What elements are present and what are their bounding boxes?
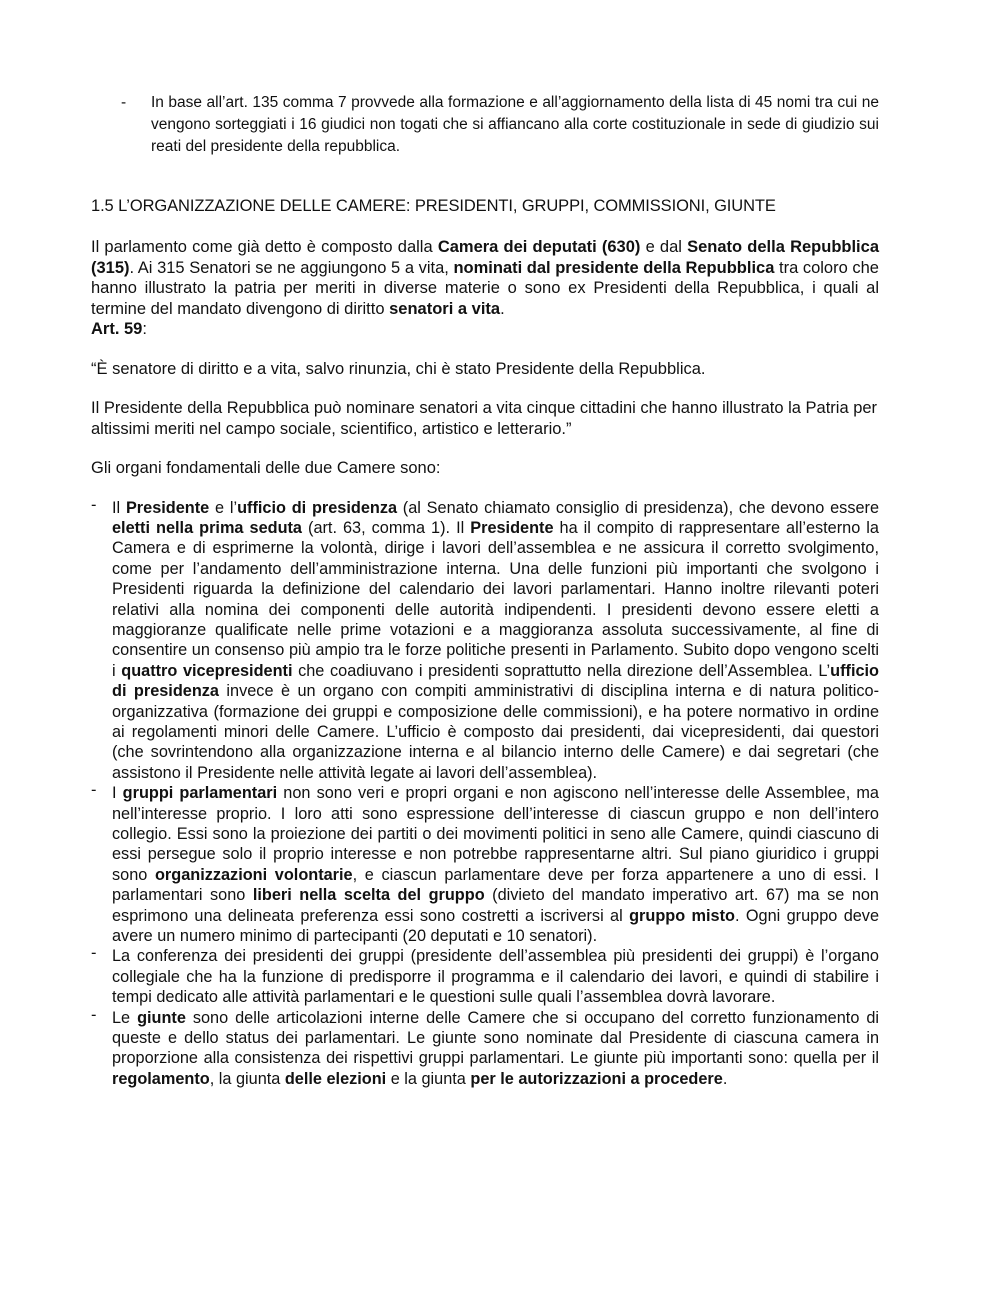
list-item-text: In base all’art. 135 comma 7 provvede alla formazione e all’aggiornamento della lista di 45 nomi tra cui ne vengono sorteggiati i 16 giudici non togati che si affiancano alla corte costituzionale in sede di giudizio sui reati del presidente della repubblica.: [151, 94, 879, 155]
text-run: che coadiuvano i presidenti soprattutto nella direzione dell’Assemblea. L’: [292, 661, 831, 680]
intro-paragraph: [91, 237, 879, 319]
text-run: e la giunta: [386, 1069, 471, 1088]
bold-run: Presidente: [125, 498, 210, 517]
list-item-giunte: [91, 1005, 879, 1090]
bold-run: giunte: [137, 1008, 186, 1027]
list-item-art-135: [91, 92, 879, 158]
text-run: tra coloro che hanno illustrato la patria per meriti in diverse materie o sono ex Presidenti della Repubblica, i quali al termine del mandato divengono di diritto: [91, 258, 879, 318]
list-dash: -: [91, 1005, 97, 1024]
list-dash: -: [121, 94, 127, 111]
list-dash: -: [91, 781, 97, 800]
text-run: I: [112, 784, 123, 803]
text-run: (divieto del mandato imperativo art. 67) ma se non esprimono una delineata preferenza essi sono costretti a iscriversi al: [112, 886, 879, 925]
bold-run: organizzazioni volontarie: [154, 865, 353, 884]
text-run: e l’: [209, 498, 238, 517]
bold-run: ufficio di presidenza: [112, 661, 880, 701]
bold-run: liberi nella scelta del gruppo: [252, 886, 485, 905]
bold-run: Art. 59: [91, 320, 143, 338]
list-dash: -: [91, 495, 97, 514]
bold-run: ufficio di presidenza: [237, 498, 398, 517]
text-run: ha il compito di rappresentare all’esterno la Camera e di esprimerne la volontà, dirige i lavori dell’assemblea e ne assicura il corretto svolgimento, come per l’andamento dell’amministrazione interna. Una delle funzioni più importanti che svolgono i Presidenti riguarda la definizione del calendario dei lavori parlamentari. Hanno inoltre rilevanti poteri relativi alla nomina dei componenti delle autorità indipendenti. I presidenti devono essere eletti a maggioranze qualificate nelle prime votazioni e a maggioranza assoluta successivamente, al fine di consentire un consenso più ampio tra le forze politiche presenti in Parlamento. Subito dopo vengono scelti i: [112, 518, 879, 680]
bold-run: quattro vicepresidenti: [121, 661, 293, 680]
organs-list: [91, 495, 880, 1090]
quote-paragraph-2: Il Presidente della Repubblica può nominare senatori a vita cinque cittadini che hanno illustrato la Patria per altissimi meriti nel campo sociale, scientifico, artistico e letterario.”: [91, 399, 878, 438]
article-label: [91, 319, 879, 340]
bold-run: gruppo misto: [629, 906, 735, 925]
text-run: invece è un organo con compiti amministrativi di disciplina interna e di natura politico-organizzativa (formazione dei gruppi e composizione delle commissioni), e ha potere normativo in ordine ai regolamenti minori delle Camere. L’ufficio è composto dai presidenti, dai vicepresidenti, dai questori (che sovrintendono alla organizzazione interna e al bilancio interno delle Camere) e dai segretari (che assistono il Presidente nelle attività legate ai lavori dell’assemblea).: [112, 682, 879, 782]
text-run: . Ai 315 Senatori se ne aggiungono 5 a vita,: [129, 258, 454, 277]
bold-run: senatori a vita: [389, 299, 501, 318]
text-run: . Ogni gruppo deve avere un numero minimo di partecipanti (20 deputati e 10 senatori).: [112, 906, 879, 946]
text-run: Il parlamento come già detto è composto dalla: [91, 238, 438, 256]
text-run: :: [142, 320, 147, 338]
bold-run: nominati dal presidente della Repubblica: [453, 258, 775, 277]
text-run: sono delle articolazioni interne delle Camere che si occupano del corretto funzionamento di queste e dello status dei parlamentari. Le giunte sono nominate dal Presidente di ciascuna camera in proporzione alla consistenza dei rispettivi gruppi parlamentari. Le giunte più importanti sono: quella per il: [112, 1008, 879, 1068]
bold-run: Camera dei deputati (630): [437, 238, 641, 256]
section-heading: 1.5 L’ORGANIZZAZIONE DELLE CAMERE: PRESIDENTI, GRUPPI, COMMISSIONI, GIUNTE: [91, 197, 776, 215]
text-run: e dal: [640, 238, 688, 256]
quote-paragraph-1: “È senatore di diritto e a vita, salvo rinunzia, chi è stato Presidente della Repubblica.: [91, 359, 706, 378]
list-item-conferenza: [91, 946, 879, 1007]
document-page: [91, 92, 879, 1089]
list-dash: -: [91, 944, 97, 963]
list-item-presidente: [91, 495, 880, 784]
text-run: .: [722, 1069, 728, 1088]
bold-run: Presidente: [470, 518, 554, 537]
text-run: (art. 63, comma 1). Il: [302, 518, 471, 537]
bold-run: gruppi parlamentari: [122, 784, 278, 803]
text-run: (al Senato chiamato consiglio di presidenza), che devono essere: [397, 498, 879, 517]
text-run: Le: [112, 1008, 138, 1027]
text-run: .: [500, 299, 505, 318]
bold-run: eletti nella prima seduta: [112, 518, 302, 537]
text-run: Il: [112, 498, 126, 517]
text-run: La conferenza dei presidenti dei gruppi (presidente dell’assemblea più presidenti dei gruppi) è l’organo collegiale che ha la funzione di predisporre il programma e il calendario dei lavori, e quindi di stabilire i tempi dedicato alle attività parlamentari e le questioni sulle quali l’assemblea dovrà lavorare.: [112, 947, 879, 1007]
bold-run: regolamento: [112, 1069, 210, 1088]
list-item-gruppi: [91, 783, 879, 946]
bold-run: delle elezioni: [284, 1069, 387, 1088]
bold-run: per le autorizzazioni a procedere: [470, 1069, 723, 1088]
text-run: , e ciascun parlamentare deve per forza appartenere a uno di essi. I parlamentari sono: [112, 865, 879, 905]
organs-intro: Gli organi fondamentali delle due Camere sono:: [91, 459, 441, 477]
text-run: non sono veri e propri organi e non agiscono nell’interesse delle Assemblee, ma nell’interesse proprio. I loro atti sono espressione dell’interesse di ciascun gruppo e non dell’intero collegio. Essi sono la proiezione dei partiti o dei movimenti politici in seno alle Camere, quindi ciascuno di essi persegue solo il proprio interesse e non potrebbe rappresentarne altri. Sul piano giuridico i gruppi sono: [112, 784, 879, 884]
bold-run: Senato della Repubblica (315): [91, 238, 879, 277]
text-run: , la giunta: [209, 1069, 285, 1088]
